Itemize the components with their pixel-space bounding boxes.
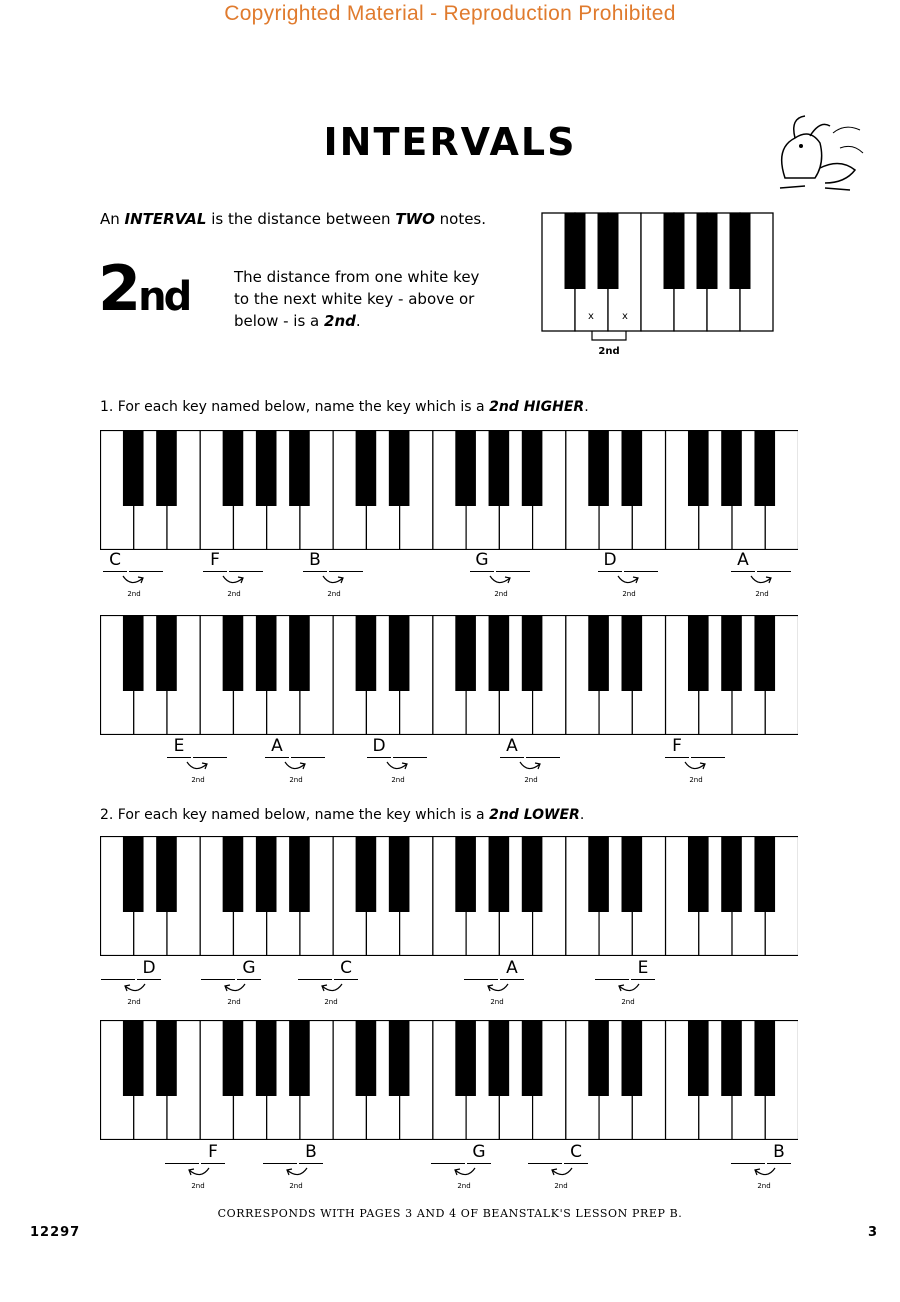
arrow-up-left-icon bbox=[316, 982, 346, 996]
black-key bbox=[289, 836, 310, 912]
arrow-up-left-icon bbox=[183, 1166, 213, 1180]
black-key bbox=[489, 615, 510, 691]
question-2 bbox=[100, 807, 584, 823]
black-key bbox=[123, 430, 144, 506]
black-key bbox=[256, 836, 277, 912]
description-line: The distance from one white key bbox=[234, 268, 480, 286]
black-key bbox=[289, 430, 310, 506]
given-note-underline bbox=[334, 979, 358, 980]
description-text: . bbox=[355, 312, 361, 330]
arrow-up-right-icon bbox=[614, 574, 644, 588]
answer-blank[interactable] bbox=[329, 571, 363, 572]
black-key bbox=[489, 836, 510, 912]
given-note-label: C bbox=[570, 1142, 582, 1162]
given-note-underline bbox=[467, 1163, 491, 1164]
given-note-label: G bbox=[475, 550, 489, 570]
black-key bbox=[389, 836, 410, 912]
interval-bracket bbox=[592, 331, 626, 340]
given-note-label: G bbox=[242, 958, 256, 978]
intro-text: notes. bbox=[434, 210, 487, 228]
given-note-underline bbox=[237, 979, 261, 980]
question-1 bbox=[100, 399, 589, 415]
answer-blank[interactable] bbox=[526, 757, 560, 758]
interval-small-label: 2nd bbox=[191, 1182, 205, 1190]
black-key bbox=[622, 615, 643, 691]
given-note-label: A bbox=[737, 550, 749, 570]
black-key bbox=[754, 430, 775, 506]
black-key bbox=[123, 615, 144, 691]
arrow-up-left-icon bbox=[281, 1166, 311, 1180]
interval-small-label: 2nd bbox=[457, 1182, 471, 1190]
black-key bbox=[565, 213, 586, 289]
interval-small-label: 2nd bbox=[524, 776, 538, 784]
black-key bbox=[522, 1020, 543, 1096]
arrow-up-right-icon bbox=[747, 574, 777, 588]
interval-small-label: 2nd bbox=[127, 590, 141, 598]
black-key bbox=[622, 836, 643, 912]
given-note-label: F bbox=[672, 736, 682, 756]
arrow-up-left-icon bbox=[749, 1166, 779, 1180]
given-note-label: C bbox=[340, 958, 352, 978]
given-note-underline bbox=[665, 757, 689, 758]
black-key bbox=[356, 430, 377, 506]
answer-blank[interactable] bbox=[263, 1163, 297, 1164]
interval-small-label: 2nd bbox=[689, 776, 703, 784]
keyboard-row-4 bbox=[100, 1020, 798, 1140]
black-key bbox=[598, 213, 619, 289]
given-note-label: F bbox=[210, 550, 220, 570]
given-note-underline bbox=[103, 571, 127, 572]
black-key bbox=[123, 1020, 144, 1096]
question-text: 2. For each key named below, name the key which is a bbox=[100, 807, 490, 823]
footer-note: CORRESPONDS WITH PAGES 3 AND 4 OF BEANSTALK'S LESSON PREP B. bbox=[217, 1207, 683, 1220]
interval-small-label: 2nd bbox=[289, 1182, 303, 1190]
black-key bbox=[455, 1020, 476, 1096]
black-key bbox=[754, 615, 775, 691]
answer-blank[interactable] bbox=[731, 1163, 765, 1164]
black-key bbox=[588, 1020, 609, 1096]
black-key bbox=[522, 836, 543, 912]
arrow-up-right-icon bbox=[219, 574, 249, 588]
arrow-up-right-icon bbox=[183, 760, 213, 774]
black-key bbox=[489, 430, 510, 506]
interval-small-label: 2nd bbox=[127, 998, 141, 1006]
answer-blank[interactable] bbox=[101, 979, 135, 980]
description-line: to the next white key - above or bbox=[234, 290, 475, 308]
arrow-up-left-icon bbox=[546, 1166, 576, 1180]
second-heading-number: 2 bbox=[98, 252, 139, 325]
black-key bbox=[256, 1020, 277, 1096]
given-note-label: D bbox=[142, 958, 156, 978]
given-note-underline bbox=[500, 979, 524, 980]
black-key bbox=[156, 615, 177, 691]
black-key bbox=[697, 213, 718, 289]
black-key bbox=[721, 430, 742, 506]
question-text: . bbox=[584, 399, 589, 415]
black-key bbox=[721, 1020, 742, 1096]
question-emphasis: 2nd HIGHER bbox=[489, 399, 585, 415]
black-key bbox=[289, 1020, 310, 1096]
page-title: INTERVALS bbox=[323, 120, 577, 164]
black-key bbox=[156, 430, 177, 506]
black-key bbox=[123, 836, 144, 912]
interval-small-label: 2nd bbox=[755, 590, 769, 598]
given-note-underline bbox=[500, 757, 524, 758]
interval-small-label: 2nd bbox=[289, 776, 303, 784]
given-note-label: B bbox=[309, 550, 321, 570]
black-key bbox=[455, 836, 476, 912]
black-key bbox=[156, 836, 177, 912]
arrow-up-right-icon bbox=[516, 760, 546, 774]
answer-blank[interactable] bbox=[193, 757, 227, 758]
given-note-underline bbox=[167, 757, 191, 758]
answer-blank[interactable] bbox=[431, 1163, 465, 1164]
black-key bbox=[688, 836, 709, 912]
keyboard-row-3 bbox=[100, 836, 798, 956]
description-text: below - is a bbox=[234, 312, 325, 330]
given-note-label: A bbox=[506, 958, 518, 978]
interval-small-label: 2nd bbox=[757, 1182, 771, 1190]
black-key bbox=[256, 615, 277, 691]
given-note-underline bbox=[201, 1163, 225, 1164]
answer-blank[interactable] bbox=[691, 757, 725, 758]
black-key bbox=[754, 836, 775, 912]
answer-blank[interactable] bbox=[165, 1163, 199, 1164]
answer-blank[interactable] bbox=[496, 571, 530, 572]
interval-small-label: 2nd bbox=[554, 1182, 568, 1190]
interval-term: INTERVAL bbox=[124, 210, 207, 228]
given-note-underline bbox=[598, 571, 622, 572]
question-text: . bbox=[579, 807, 585, 823]
answer-blank[interactable] bbox=[393, 757, 427, 758]
two-term: TWO bbox=[395, 210, 435, 228]
question-text: 1. For each key named below, name the key which is a bbox=[100, 399, 490, 415]
black-key bbox=[223, 430, 244, 506]
given-note-underline bbox=[203, 571, 227, 572]
arrow-up-right-icon bbox=[319, 574, 349, 588]
interval-small-label: 2nd bbox=[324, 998, 338, 1006]
arrow-up-left-icon bbox=[613, 982, 643, 996]
given-note-label: B bbox=[305, 1142, 317, 1162]
black-key bbox=[489, 1020, 510, 1096]
black-key bbox=[622, 1020, 643, 1096]
given-note-label: G bbox=[472, 1142, 486, 1162]
black-key bbox=[356, 615, 377, 691]
given-note-underline bbox=[303, 571, 327, 572]
given-note-label: B bbox=[773, 1142, 785, 1162]
black-key bbox=[389, 615, 410, 691]
intro-text: is the distance between bbox=[206, 210, 396, 228]
black-key bbox=[588, 836, 609, 912]
interval-small-label: 2nd bbox=[327, 590, 341, 598]
catalog-code: 12297 bbox=[30, 1225, 81, 1240]
black-key bbox=[754, 1020, 775, 1096]
second-heading bbox=[98, 252, 190, 325]
answer-blank[interactable] bbox=[595, 979, 629, 980]
black-key bbox=[664, 213, 685, 289]
interval-small-label: 2nd bbox=[494, 590, 508, 598]
given-note-underline bbox=[564, 1163, 588, 1164]
given-note-label: E bbox=[637, 958, 649, 978]
interval-small-label: 2nd bbox=[391, 776, 405, 784]
given-note-label: E bbox=[173, 736, 185, 756]
keyboard-row-2 bbox=[100, 615, 798, 735]
given-note-label: A bbox=[506, 736, 518, 756]
given-note-underline bbox=[731, 571, 755, 572]
arrow-up-right-icon bbox=[681, 760, 711, 774]
arrow-up-left-icon bbox=[449, 1166, 479, 1180]
page-number: 3 bbox=[868, 1225, 878, 1240]
arrow-up-left-icon bbox=[219, 982, 249, 996]
arrow-up-left-icon bbox=[119, 982, 149, 996]
intro-text: An bbox=[100, 210, 125, 228]
black-key bbox=[622, 430, 643, 506]
answer-blank[interactable] bbox=[229, 571, 263, 572]
interval-small-label: 2nd bbox=[191, 776, 205, 784]
black-key bbox=[721, 615, 742, 691]
interval-small-label: 2nd bbox=[490, 998, 504, 1006]
given-note-label: D bbox=[372, 736, 386, 756]
black-key bbox=[223, 1020, 244, 1096]
black-key bbox=[389, 1020, 410, 1096]
black-key bbox=[588, 615, 609, 691]
answer-blank[interactable] bbox=[291, 757, 325, 758]
mascot-illustration bbox=[765, 108, 870, 198]
given-note-underline bbox=[470, 571, 494, 572]
black-key bbox=[688, 1020, 709, 1096]
black-key bbox=[256, 430, 277, 506]
given-note-underline bbox=[299, 1163, 323, 1164]
black-key bbox=[688, 430, 709, 506]
example-keyboard bbox=[541, 212, 781, 362]
interval-small-label: 2nd bbox=[622, 590, 636, 598]
given-note-label: F bbox=[208, 1142, 218, 1162]
example-interval-label: 2nd bbox=[598, 346, 620, 357]
black-key bbox=[389, 430, 410, 506]
given-note-label: C bbox=[109, 550, 121, 570]
black-key bbox=[522, 430, 543, 506]
black-key bbox=[688, 615, 709, 691]
second-term: 2nd bbox=[324, 312, 356, 330]
black-key bbox=[223, 615, 244, 691]
black-key bbox=[223, 836, 244, 912]
given-note-underline bbox=[767, 1163, 791, 1164]
black-key bbox=[455, 430, 476, 506]
interval-small-label: 2nd bbox=[227, 590, 241, 598]
copyright-watermark: Copyrighted Material - Reproduction Prohibited bbox=[224, 2, 676, 25]
given-note-label: A bbox=[271, 736, 283, 756]
arrow-up-right-icon bbox=[281, 760, 311, 774]
answer-blank[interactable] bbox=[757, 571, 791, 572]
black-key bbox=[356, 1020, 377, 1096]
interval-small-label: 2nd bbox=[621, 998, 635, 1006]
black-key bbox=[588, 430, 609, 506]
question-emphasis: 2nd LOWER bbox=[489, 807, 580, 823]
arrow-up-left-icon bbox=[482, 982, 512, 996]
interval-small-label: 2nd bbox=[227, 998, 241, 1006]
answer-blank[interactable] bbox=[201, 979, 235, 980]
keyboard-row-1 bbox=[100, 430, 798, 550]
black-key bbox=[455, 615, 476, 691]
interval-definition bbox=[100, 210, 486, 228]
black-key bbox=[356, 836, 377, 912]
second-description bbox=[234, 266, 479, 332]
given-note-underline bbox=[265, 757, 289, 758]
given-note-underline bbox=[631, 979, 655, 980]
second-heading-suffix: nd bbox=[138, 274, 190, 320]
arrow-up-right-icon bbox=[486, 574, 516, 588]
black-key bbox=[730, 213, 751, 289]
black-key bbox=[289, 615, 310, 691]
black-key bbox=[156, 1020, 177, 1096]
black-key bbox=[721, 836, 742, 912]
given-note-label: D bbox=[603, 550, 617, 570]
given-note-underline bbox=[367, 757, 391, 758]
answer-blank[interactable] bbox=[624, 571, 658, 572]
black-key bbox=[522, 615, 543, 691]
arrow-up-right-icon bbox=[119, 574, 149, 588]
description-line bbox=[234, 310, 479, 332]
answer-blank[interactable] bbox=[129, 571, 163, 572]
example-mark-x: x bbox=[588, 311, 594, 322]
arrow-up-right-icon bbox=[383, 760, 413, 774]
answer-blank[interactable] bbox=[298, 979, 332, 980]
example-mark-x: x bbox=[622, 311, 628, 322]
answer-blank[interactable] bbox=[464, 979, 498, 980]
given-note-underline bbox=[137, 979, 161, 980]
answer-blank[interactable] bbox=[528, 1163, 562, 1164]
